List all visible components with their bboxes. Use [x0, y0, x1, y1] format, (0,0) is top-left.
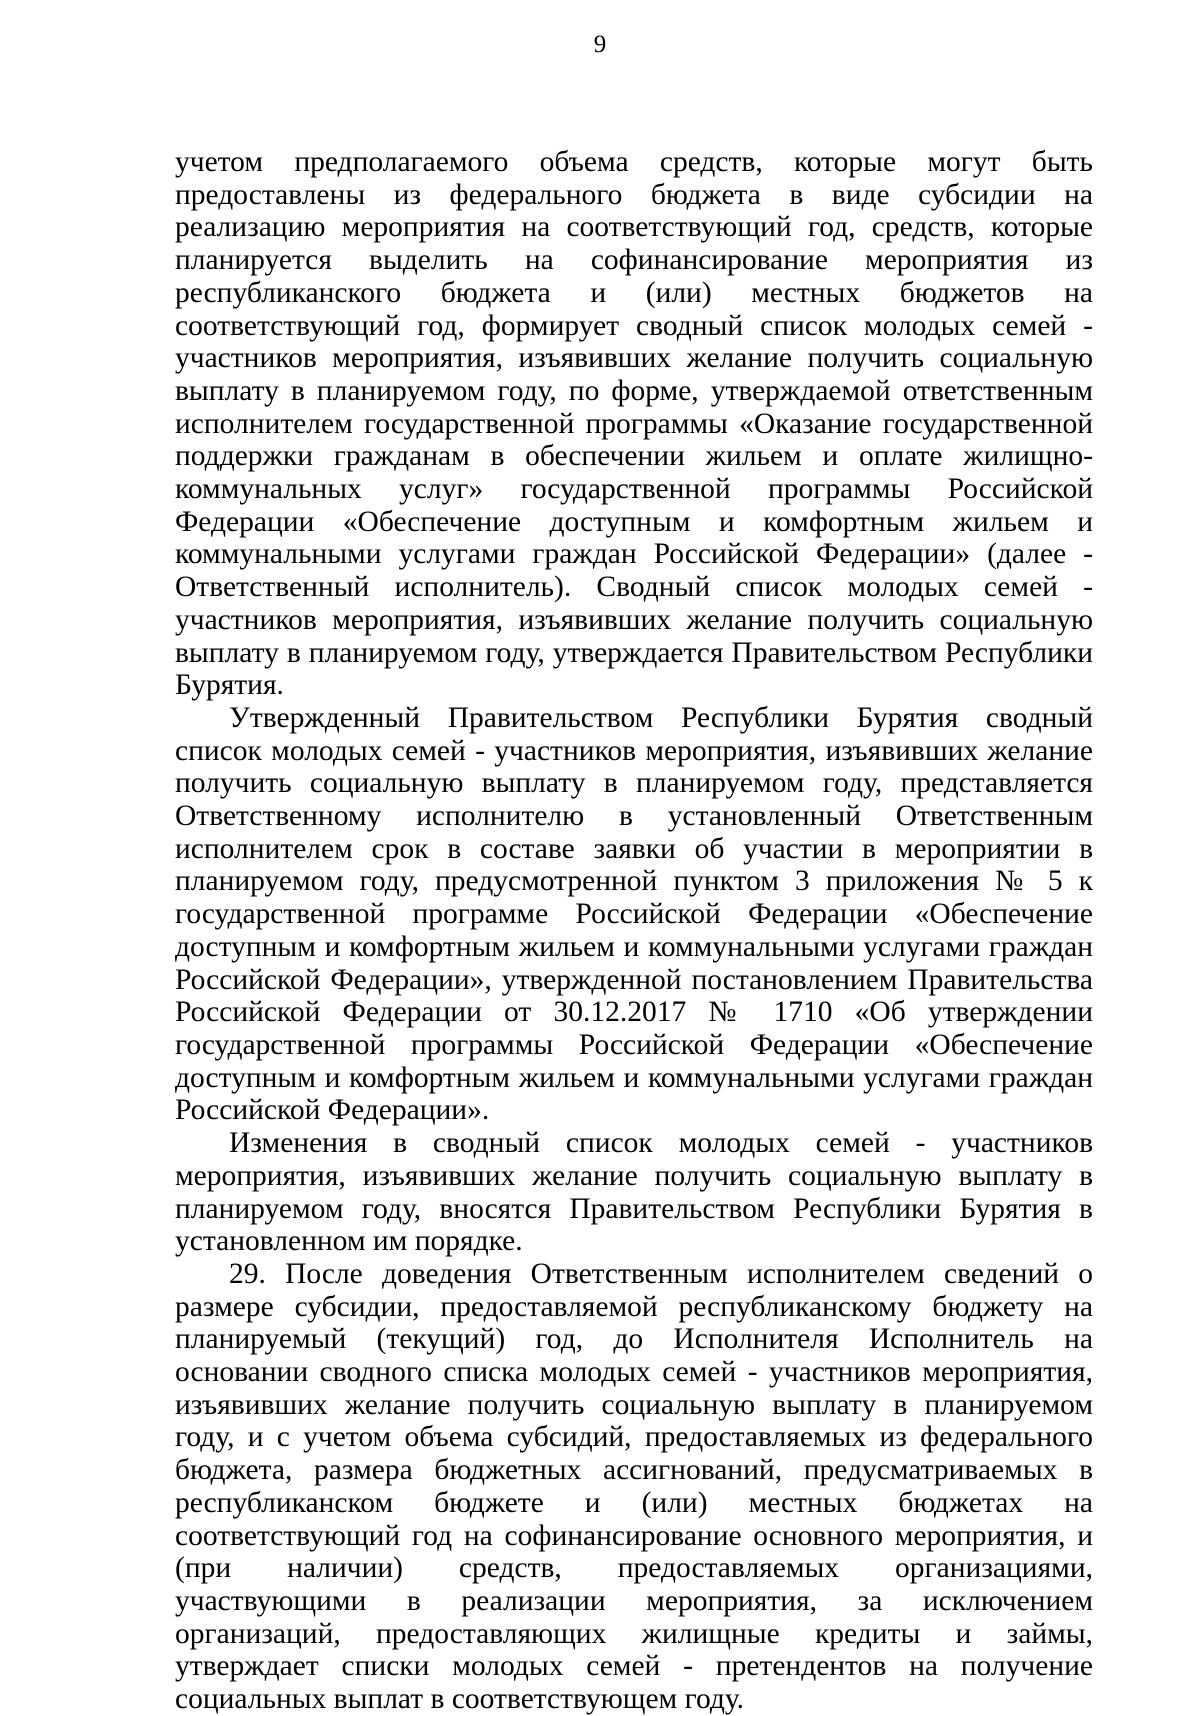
paragraph-continuation: учетом предполагаемого объема средств, которые могут быть предоставлены из федерального бюджета в виде субсидии на реализацию мероприятия на соответствующий год, средств, которые планируется выделить на софинансирование мероприятия из республиканского бюджета и (или) местных бюджетов на соответствующий год, формирует сводный список молодых семей - участников мероприятия, изъявивших желание получить социальную выплату в планируемом году, по форме, утверждаемой ответственным исполнителем государственной программы «Оказание государственной поддержки гражданам в обеспечении жильем и оплате жилищно-коммунальных услуг» государственной программы Российской Федерации «Обеспечение доступным и комфортным жильем и коммунальными услугами граждан Российской Федерации» (далее - Ответственный исполнитель). Сводный список молодых семей - участников мероприятия, изъявивших желание получить социальную выплату в планируемом году, утверждается Правительством Республики Бурятия.	[175, 146, 1093, 702]
paragraph-clause-29: 29. После доведения Ответственным исполнителем сведений о размере субсидии, предоставляемой республиканскому бюджету на планируемый (текущий) год, до Исполнителя Исполнитель на основании сводного списка молодых семей - участников мероприятия, изъявивших желание получить социальную выплату в планируемом году, и с учетом объема субсидий, предоставляемых из федерального бюджета, размера бюджетных ассигнований, предусматриваемых в республиканском бюджете и (или) местных бюджетах на соответствующий год на софинансирование основного мероприятия, и (при наличии) средств, предоставляемых организациями, участвующими в реализации мероприятия, за исключением организаций, предоставляющих жилищные кредиты и займы, утверждает списки молодых семей - претендентов на получение социальных выплат в соответствующем году.	[175, 1257, 1093, 1716]
document-body	[175, 146, 1093, 1716]
paragraph-list-changes: Изменения в сводный список молодых семей - участников мероприятия, изъявивших желание получить социальную выплату в планируемом году, вносятся Правительством Республики Бурятия в установленном им порядке.	[175, 1127, 1093, 1258]
page-number: 9	[593, 31, 607, 58]
paragraph-approved-list: Утвержденный Правительством Республики Бурятия сводный список молодых семей - участников мероприятия, изъявивших желание получить социальную выплату в планируемом году, представляется Ответственному исполнителю в установленный Ответственным исполнителем срок в составе заявки об участии в мероприятии в планируемом году, предусмотренной пунктом 3 приложения № 5 к государственной программе Российской Федерации «Обеспечение доступным и комфортным жильем и коммунальными услугами граждан Российской Федерации», утвержденной постановлением Правительства Российской Федерации от 30.12.2017 № 1710 «Об утверждении государственной программы Российской Федерации «Обеспечение доступным и комфортным жильем и коммунальными услугами граждан Российской Федерации».	[175, 701, 1093, 1127]
